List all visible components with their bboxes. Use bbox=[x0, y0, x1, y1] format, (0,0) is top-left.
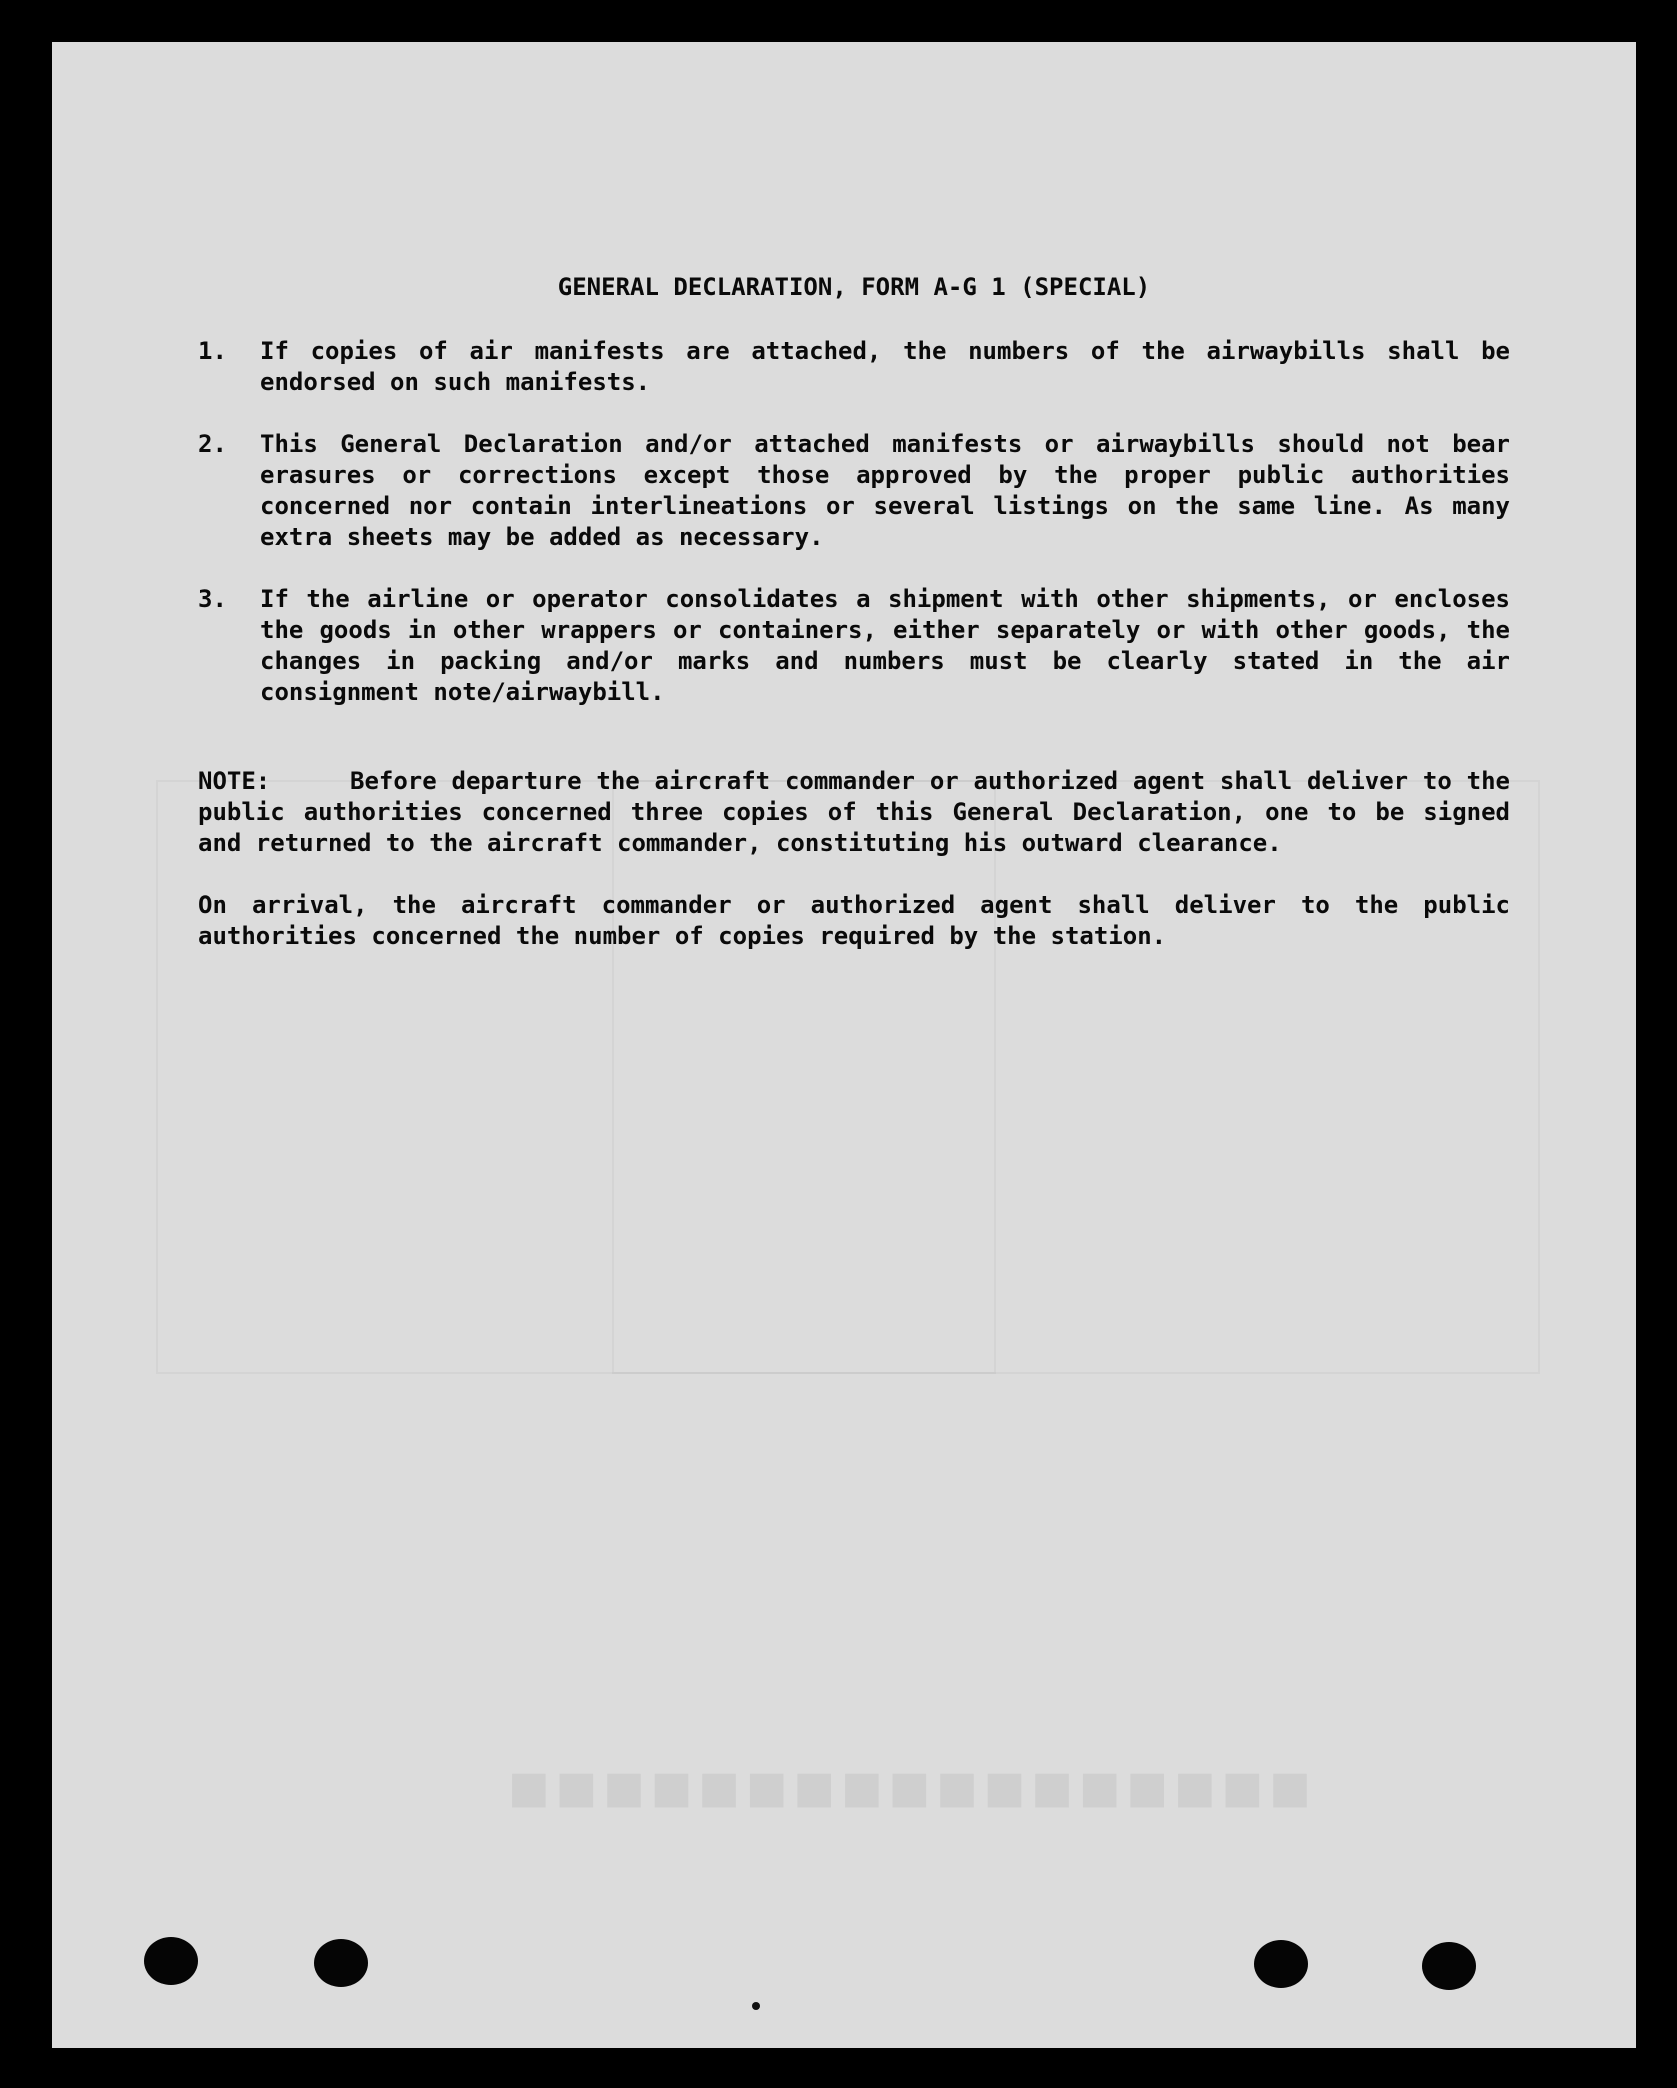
document-body bbox=[198, 272, 1510, 952]
list-item-number: 2. bbox=[198, 430, 227, 458]
ink-speck bbox=[752, 2002, 760, 2010]
list-item-number: 3. bbox=[198, 585, 227, 613]
document-page bbox=[52, 42, 1636, 2048]
list-item bbox=[198, 429, 1510, 553]
punch-hole bbox=[144, 1937, 198, 1985]
punch-hole bbox=[1422, 1942, 1476, 1990]
list-item-text: If copies of air manifests are attached, the numbers of the airwaybills shall be endorsed on such manifests. bbox=[260, 337, 1510, 396]
note-label: NOTE: bbox=[198, 767, 271, 795]
page-title: GENERAL DECLARATION, FORM A-G 1 (SPECIAL) bbox=[557, 273, 1151, 301]
punch-hole bbox=[1254, 1940, 1308, 1988]
punch-hole bbox=[314, 1939, 368, 1987]
list-item-text: This General Declaration and/or attached manifests or airwaybills should not bear erasures or corrections except those approved by the proper public authorities concerned nor contain interlineations or several listings on the same line. As many extra sheets may be added as necessary. bbox=[260, 430, 1510, 551]
list-item bbox=[198, 336, 1510, 398]
bleed-through-heading: ■■■■■■■■■■■■■■■■■ bbox=[502, 1762, 1311, 1813]
list-item-number: 1. bbox=[198, 337, 227, 365]
list-item bbox=[198, 584, 1510, 708]
arrival-paragraph: On arrival, the aircraft commander or authorized agent shall deliver to the public authorities concerned the number of copies required by the station. bbox=[198, 891, 1510, 950]
list-item-text: If the airline or operator consolidates a shipment with other shipments, or encloses the goods in other wrappers or containers, either separately or with other goods, the changes in packing and/or marks and numbers must be clearly stated in the air consignment note/airwaybill. bbox=[260, 585, 1510, 706]
note-paragraph bbox=[198, 766, 1510, 859]
note-text: Before departure the aircraft commander or authorized agent shall deliver to the public authorities concerned three copies of this General Declaration, one to be signed and returned to the aircraft commander, constituting his outward clearance. bbox=[198, 767, 1510, 857]
